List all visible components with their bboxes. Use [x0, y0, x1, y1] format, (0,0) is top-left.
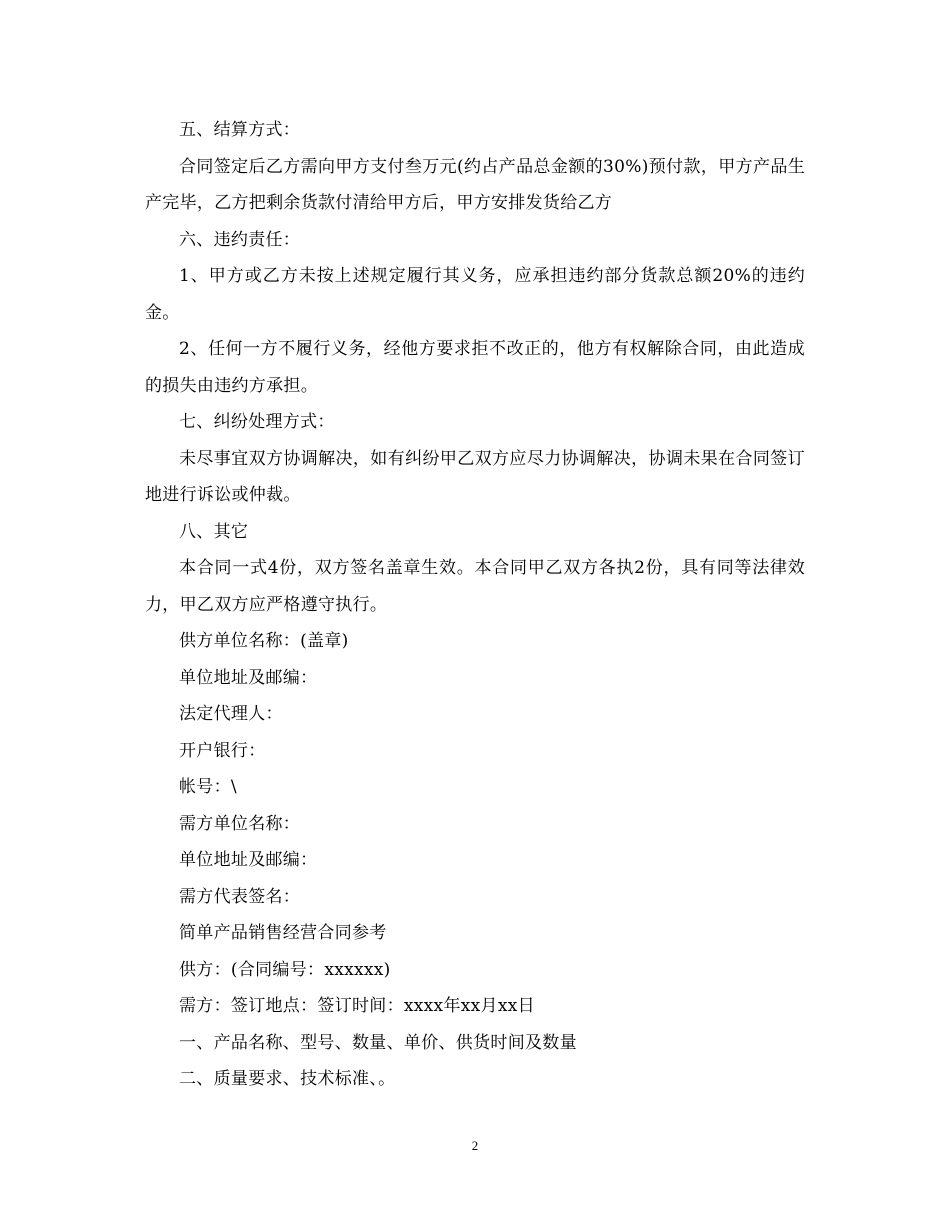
section-heading-quality: 二、质量要求、技术标准、。: [179, 1069, 396, 1089]
account-line: 帐号：\: [179, 777, 237, 797]
paragraph-other-terms: 本合同一式4份，双方签名盖章生效。本合同甲乙双方各执2份，具有同等法律效力，甲乙双方应严格遵守执行。: [145, 558, 805, 615]
buyer-name-line: 需方单位名称：: [179, 813, 301, 834]
paragraph-settlement-terms: 合同签定后乙方需向甲方支付叁万元(约占产品总金额的30%)预付款，甲方产品生产完毕，乙方把剩余货款付清给甲方后，甲方安排发货给乙方: [145, 156, 805, 213]
document-body: [145, 112, 805, 1098]
section-heading-other: 八、其它: [179, 521, 249, 542]
supplier-name-line: 供方单位名称：(盖章): [179, 631, 349, 651]
section-heading-breach: 六、违约责任：: [179, 229, 301, 250]
section-heading-dispute: 七、纠纷处理方式：: [179, 412, 335, 432]
supplier-address-line: 单位地址及邮编：: [179, 667, 318, 688]
paragraph-breach-clause-1: 1、甲方或乙方未按上述规定履行其义务，应承担违约部分货款总额20%的违约金。: [145, 266, 805, 323]
paragraph-breach-clause-2: 2、任何一方不履行义务，经他方要求拒不改正的，他方有权解除合同，由此造成的损失由违约方承担。: [145, 339, 805, 396]
buyer-signature-line: 需方代表签名：: [179, 886, 301, 907]
contract-title-line: 简单产品销售经营合同参考: [179, 923, 387, 943]
buyer-signing-info-line: 需方：签订地点：签订时间：xxxx年xx月xx日: [179, 996, 535, 1016]
bank-line: 开户银行：: [179, 740, 266, 761]
legal-agent-line: 法定代理人：: [179, 704, 283, 724]
page-number: 2: [471, 1138, 479, 1153]
supplier-contract-number-line: 供方：(合同编号：xxxxxx): [179, 959, 391, 980]
section-heading-product: 一、产品名称、型号、数量、单价、供货时间及数量: [179, 1032, 577, 1053]
paragraph-dispute-terms: 未尽事宜双方协调解决，如有纠纷甲乙双方应尽力协调解决，协调未果在合同签订地进行诉讼或仲裁。: [145, 448, 805, 505]
section-heading-settlement: 五、结算方式：: [179, 120, 301, 140]
buyer-address-line: 单位地址及邮编：: [179, 850, 318, 870]
